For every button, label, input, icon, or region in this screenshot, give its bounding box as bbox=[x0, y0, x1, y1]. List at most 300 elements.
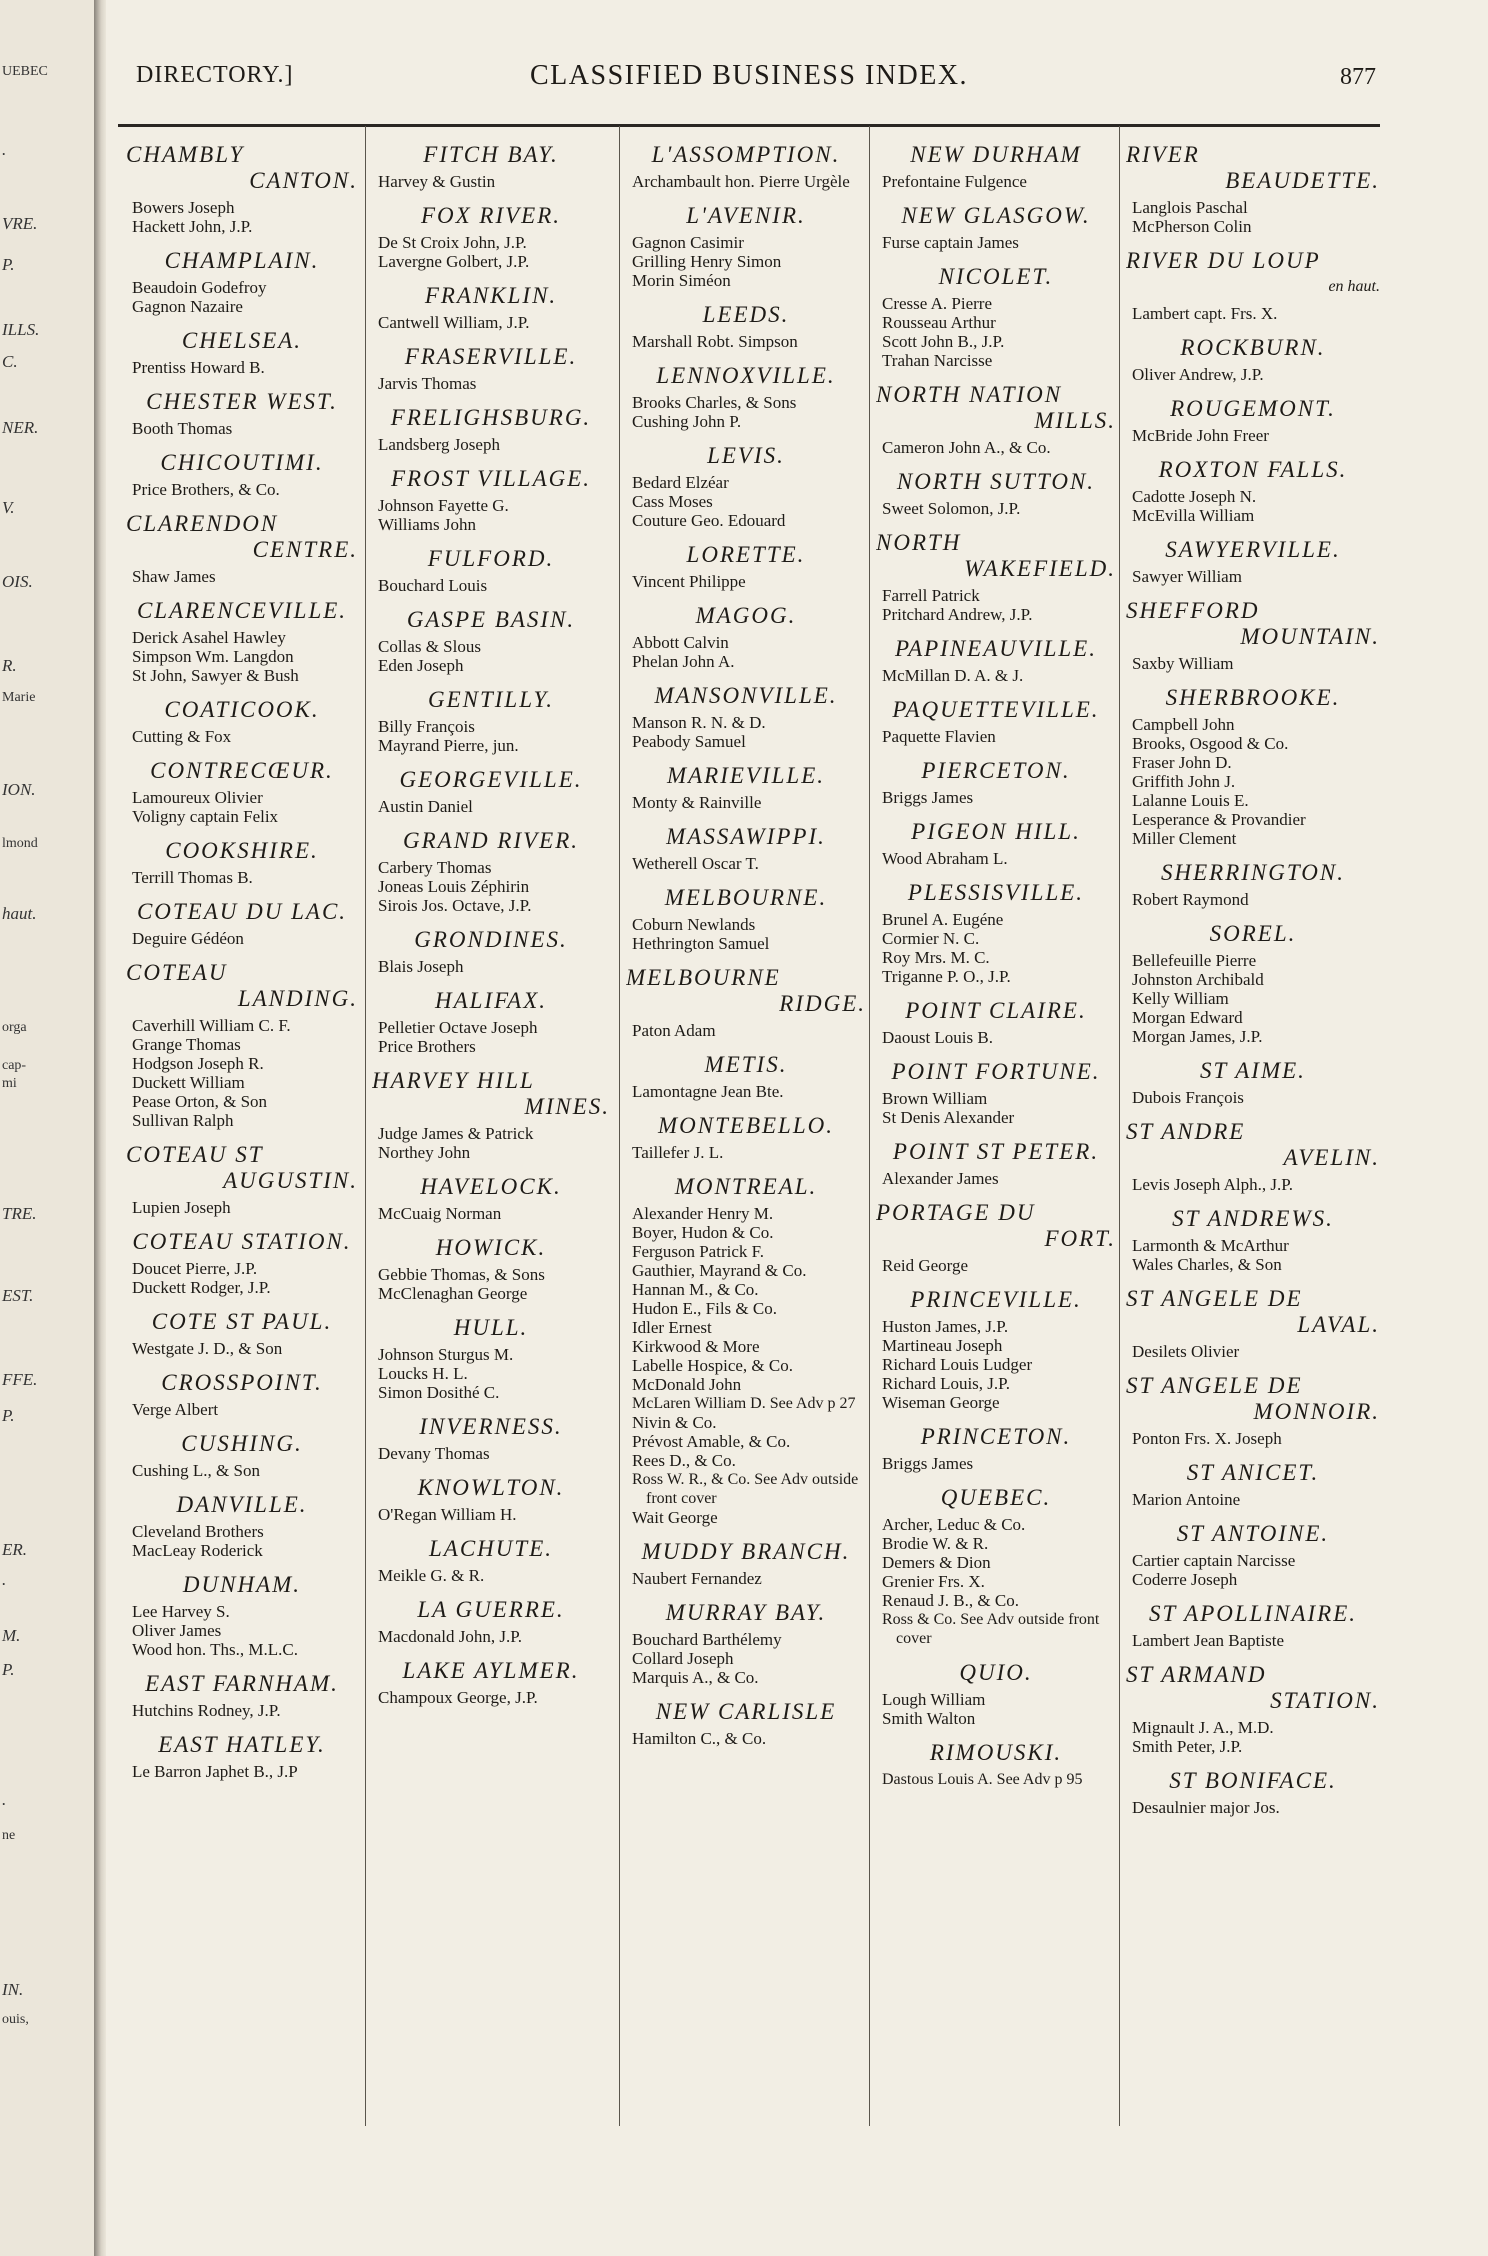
place-section bbox=[126, 248, 358, 316]
business-entry: Lupien Joseph bbox=[132, 1198, 231, 1217]
facing-page-fragment: mi bbox=[2, 1076, 17, 1091]
place-name: EAST FARNHAM. bbox=[145, 1671, 339, 1696]
place-name: HOWICK. bbox=[435, 1235, 547, 1260]
business-entry: Labelle Hospice, & Co. bbox=[632, 1356, 793, 1375]
business-entry: Griffith John J. bbox=[1132, 772, 1236, 791]
place-heading bbox=[626, 763, 866, 789]
place-name: en haut. bbox=[1328, 278, 1380, 295]
business-entry: Archer, Leduc & Co. bbox=[882, 1515, 1026, 1534]
business-entry: Wait George bbox=[632, 1508, 718, 1527]
business-list bbox=[882, 788, 1116, 807]
place-name: MONNOIR. bbox=[1253, 1399, 1380, 1424]
place-heading bbox=[126, 1370, 358, 1396]
place-name: SHEFFORD bbox=[1126, 598, 1260, 623]
business-list bbox=[378, 313, 610, 332]
place-heading bbox=[1126, 1286, 1380, 1338]
place-name: ST AIME. bbox=[1200, 1058, 1306, 1083]
business-list bbox=[882, 1169, 1116, 1188]
place-name: MASSAWIPPI. bbox=[666, 824, 826, 849]
place-section bbox=[126, 142, 358, 236]
business-list bbox=[132, 1461, 358, 1480]
place-section bbox=[626, 363, 866, 431]
business-entry: Hutchins Rodney, J.P. bbox=[132, 1701, 281, 1720]
place-heading bbox=[1126, 860, 1380, 886]
business-entry: Gauthier, Mayrand & Co. bbox=[632, 1261, 807, 1280]
business-list bbox=[632, 1082, 866, 1101]
place-name: FRASERVILLE. bbox=[404, 344, 578, 369]
business-entry: Wood Abraham L. bbox=[882, 849, 1008, 868]
place-name: STATION. bbox=[1270, 1688, 1380, 1713]
place-heading bbox=[372, 1536, 610, 1562]
facing-page-fragment: VRE. bbox=[2, 214, 38, 233]
column-divider bbox=[869, 126, 870, 2126]
place-heading bbox=[126, 758, 358, 784]
place-name: LAVAL. bbox=[1297, 1312, 1380, 1337]
place-name: RIMOUSKI. bbox=[929, 1740, 1063, 1765]
business-list bbox=[632, 473, 866, 530]
place-heading bbox=[126, 328, 358, 354]
place-name: PIGEON HILL. bbox=[911, 819, 1081, 844]
book-spine-shadow bbox=[94, 0, 106, 2256]
place-heading bbox=[372, 142, 610, 168]
place-name: DUNHAM. bbox=[182, 1572, 302, 1597]
business-entry: Peabody Samuel bbox=[632, 732, 746, 751]
business-entry: Duckett Rodger, J.P. bbox=[132, 1278, 271, 1297]
business-entry: Cresse A. Pierre bbox=[882, 294, 993, 313]
business-list bbox=[632, 1569, 866, 1588]
business-entry: Eden Joseph bbox=[378, 656, 464, 675]
business-entry: Monty & Rainville bbox=[632, 793, 762, 812]
index-column-1 bbox=[126, 130, 358, 1781]
business-entry: Lee Harvey S. bbox=[132, 1602, 230, 1621]
place-name: RIDGE. bbox=[779, 991, 866, 1016]
place-heading bbox=[126, 697, 358, 723]
place-section bbox=[626, 1699, 866, 1748]
column-divider bbox=[619, 126, 620, 2126]
place-name: ROXTON FALLS. bbox=[1158, 457, 1348, 482]
place-name: GRONDINES. bbox=[414, 927, 568, 952]
business-list bbox=[882, 1317, 1116, 1412]
place-name: NEW GLASGOW. bbox=[901, 203, 1091, 228]
place-name: FRANKLIN. bbox=[424, 283, 558, 308]
place-name: COTEAU DU LAC. bbox=[136, 899, 348, 924]
business-entry: Grilling Henry Simon bbox=[632, 252, 782, 271]
business-entry: Duckett William bbox=[132, 1073, 245, 1092]
business-entry: Mignault J. A., M.D. bbox=[1132, 1718, 1274, 1737]
business-entry: O'Regan William H. bbox=[378, 1505, 517, 1524]
place-heading bbox=[372, 687, 610, 713]
place-heading bbox=[126, 899, 358, 925]
place-heading bbox=[876, 819, 1116, 845]
place-heading bbox=[372, 546, 610, 572]
business-list bbox=[378, 858, 610, 915]
business-entry: Triganne P. O., J.P. bbox=[882, 967, 1011, 986]
business-list bbox=[632, 1729, 866, 1748]
place-heading bbox=[1126, 1521, 1380, 1547]
business-entry: Cushing John P. bbox=[632, 412, 742, 431]
business-list bbox=[378, 1345, 610, 1402]
place-section bbox=[1126, 1460, 1380, 1509]
place-name: PAPINEAUVILLE. bbox=[895, 636, 1097, 661]
place-name: GENTILLY. bbox=[427, 687, 554, 712]
business-entry: Doucet Pierre, J.P. bbox=[132, 1259, 258, 1278]
place-name: QUIO. bbox=[959, 1660, 1033, 1685]
business-list bbox=[882, 438, 1116, 457]
place-section bbox=[1126, 1119, 1380, 1194]
place-section bbox=[876, 1660, 1116, 1728]
place-heading bbox=[126, 248, 358, 274]
place-section bbox=[1126, 142, 1380, 236]
place-section bbox=[626, 1174, 866, 1527]
place-name: HARVEY HILL bbox=[372, 1068, 535, 1093]
place-heading bbox=[876, 469, 1116, 495]
place-name: SOREL. bbox=[1209, 921, 1297, 946]
place-heading bbox=[372, 607, 610, 633]
place-name: NEW CARLISLE bbox=[655, 1699, 837, 1724]
place-heading bbox=[126, 142, 358, 194]
place-name: NORTH NATION bbox=[876, 382, 1063, 407]
business-entry: Desilets Olivier bbox=[1132, 1342, 1240, 1361]
business-entry: Landsberg Joseph bbox=[378, 435, 500, 454]
page-number: 877 bbox=[1340, 64, 1376, 90]
place-name: MOUNTAIN. bbox=[1240, 624, 1380, 649]
business-list bbox=[132, 1762, 358, 1781]
place-heading bbox=[1126, 1601, 1380, 1627]
place-section bbox=[626, 1052, 866, 1101]
business-list bbox=[132, 198, 358, 236]
business-entry: Lamontagne Jean Bte. bbox=[632, 1082, 784, 1101]
business-list bbox=[378, 957, 610, 976]
business-list bbox=[882, 1515, 1116, 1648]
place-name: SHERRINGTON. bbox=[1161, 860, 1345, 885]
place-heading bbox=[126, 1492, 358, 1518]
business-entry: Northey John bbox=[378, 1143, 471, 1162]
business-entry: De St Croix John, J.P. bbox=[378, 233, 527, 252]
business-entry: Reid George bbox=[882, 1256, 969, 1275]
place-heading bbox=[1126, 1373, 1380, 1425]
place-heading bbox=[876, 1287, 1116, 1313]
business-list bbox=[1132, 890, 1380, 909]
place-section bbox=[372, 405, 610, 454]
place-name: LACHUTE. bbox=[429, 1536, 553, 1561]
business-entry: Abbott Calvin bbox=[632, 633, 729, 652]
business-list bbox=[132, 419, 358, 438]
place-name: L'AVENIR. bbox=[686, 203, 806, 228]
place-heading bbox=[876, 636, 1116, 662]
business-list bbox=[132, 480, 358, 499]
business-list bbox=[632, 572, 866, 591]
place-section bbox=[126, 511, 358, 586]
place-name: COOKSHIRE. bbox=[165, 838, 319, 863]
place-heading bbox=[372, 1315, 610, 1341]
place-heading bbox=[626, 885, 866, 911]
place-heading bbox=[876, 1485, 1116, 1511]
place-name: ST ANDREWS. bbox=[1172, 1206, 1334, 1231]
business-entry: Harvey & Gustin bbox=[378, 172, 496, 191]
business-entry: Simpson Wm. Langdon bbox=[132, 647, 294, 666]
business-list bbox=[1132, 1429, 1380, 1448]
business-entry: Roy Mrs. M. C. bbox=[882, 948, 990, 967]
place-heading bbox=[372, 767, 610, 793]
business-list bbox=[1132, 567, 1380, 586]
place-section bbox=[626, 443, 866, 530]
business-list bbox=[378, 374, 610, 393]
facing-page-fragment: FFE. bbox=[2, 1370, 38, 1389]
place-section bbox=[1126, 335, 1380, 384]
business-entry: Morgan James, J.P. bbox=[1132, 1027, 1263, 1046]
business-entry: McClenaghan George bbox=[378, 1284, 528, 1303]
business-entry: Alexander James bbox=[882, 1169, 999, 1188]
place-name: NORTH bbox=[876, 530, 962, 555]
business-entry: Alexander Henry M. bbox=[632, 1204, 774, 1223]
place-section bbox=[626, 302, 866, 351]
business-entry: Boyer, Hudon & Co. bbox=[632, 1223, 774, 1242]
running-head-directory: DIRECTORY.] bbox=[136, 62, 294, 88]
place-name: MAGOG. bbox=[695, 603, 797, 628]
place-section bbox=[126, 1492, 358, 1560]
business-entry: Huston James, J.P. bbox=[882, 1317, 1009, 1336]
business-list bbox=[632, 793, 866, 812]
business-entry: St Denis Alexander bbox=[882, 1108, 1015, 1127]
place-heading bbox=[626, 1113, 866, 1139]
business-list bbox=[1132, 1088, 1380, 1107]
place-heading bbox=[876, 998, 1116, 1024]
business-list bbox=[882, 1454, 1116, 1473]
place-name: CHESTER WEST. bbox=[146, 389, 338, 414]
business-entry: Cartier captain Narcisse bbox=[1132, 1551, 1296, 1570]
place-section bbox=[126, 1732, 358, 1781]
place-section bbox=[876, 758, 1116, 807]
business-entry: Morgan Edward bbox=[1132, 1008, 1243, 1027]
place-name: FROST VILLAGE. bbox=[390, 466, 592, 491]
place-section bbox=[876, 697, 1116, 746]
business-entry: Daoust Louis B. bbox=[882, 1028, 993, 1047]
business-entry: Carbery Thomas bbox=[378, 858, 492, 877]
business-list bbox=[1132, 654, 1380, 673]
place-heading bbox=[1126, 1058, 1380, 1084]
business-entry: Ross & Co. See Adv outside front cover bbox=[882, 1611, 1100, 1647]
business-entry: Terrill Thomas B. bbox=[132, 868, 253, 887]
place-name: ST ANTOINE. bbox=[1176, 1521, 1330, 1546]
place-section bbox=[626, 683, 866, 751]
place-name: LEVIS. bbox=[707, 443, 785, 468]
business-list bbox=[132, 868, 358, 887]
place-heading bbox=[126, 960, 358, 1012]
facing-page-fragment: OIS. bbox=[2, 572, 33, 591]
column-divider bbox=[1119, 126, 1120, 2126]
business-entry: Gebbie Thomas, & Sons bbox=[378, 1265, 545, 1284]
place-heading bbox=[1126, 537, 1380, 563]
place-heading bbox=[126, 1309, 358, 1335]
business-entry: Gagnon Casimir bbox=[632, 233, 744, 252]
place-heading bbox=[626, 302, 866, 328]
business-entry: Coderre Joseph bbox=[1132, 1570, 1238, 1589]
business-entry: Grange Thomas bbox=[132, 1035, 241, 1054]
place-name: QUEBEC. bbox=[940, 1485, 1052, 1510]
business-entry: Cormier N. C. bbox=[882, 929, 980, 948]
place-name: COATICOOK. bbox=[164, 697, 320, 722]
place-name: CLARENDON bbox=[126, 511, 279, 536]
business-list bbox=[132, 727, 358, 746]
place-section bbox=[1126, 1662, 1380, 1756]
place-name: CHAMPLAIN. bbox=[164, 248, 320, 273]
place-section bbox=[372, 1315, 610, 1402]
business-entry: Ross W. R., & Co. See Adv outside front cover bbox=[632, 1471, 859, 1507]
place-heading bbox=[626, 603, 866, 629]
business-list bbox=[378, 717, 610, 755]
place-heading bbox=[1126, 685, 1380, 711]
business-list bbox=[132, 788, 358, 826]
business-entry: Sweet Solomon, J.P. bbox=[882, 499, 1021, 518]
business-entry: Kirkwood & More bbox=[632, 1337, 760, 1356]
place-heading bbox=[1126, 598, 1380, 650]
business-entry: Robert Raymond bbox=[1132, 890, 1249, 909]
business-entry: Brunel A. Eugéne bbox=[882, 910, 1004, 929]
place-section bbox=[876, 1485, 1116, 1648]
business-entry: McBride John Freer bbox=[1132, 426, 1269, 445]
place-section bbox=[876, 1200, 1116, 1275]
place-heading bbox=[1126, 1206, 1380, 1232]
index-column-4 bbox=[876, 130, 1116, 1789]
facing-page-fragment: EST. bbox=[2, 1286, 34, 1305]
place-section bbox=[1126, 1286, 1380, 1361]
business-entry: Austin Daniel bbox=[378, 797, 473, 816]
business-entry: Macdonald John, J.P. bbox=[378, 1627, 523, 1646]
business-list bbox=[882, 666, 1116, 685]
business-list bbox=[882, 172, 1116, 191]
place-name: MONTREAL. bbox=[674, 1174, 818, 1199]
business-entry: Sullivan Ralph bbox=[132, 1111, 234, 1130]
place-name: FRELIGHSBURG. bbox=[390, 405, 592, 430]
place-heading bbox=[626, 443, 866, 469]
business-list bbox=[378, 1124, 610, 1162]
business-entry: Rees D., & Co. bbox=[632, 1451, 736, 1470]
place-section bbox=[876, 880, 1116, 986]
facing-page-fragment: R. bbox=[2, 656, 17, 675]
business-list bbox=[882, 910, 1116, 986]
business-entry: Ferguson Patrick F. bbox=[632, 1242, 764, 1261]
place-section bbox=[372, 203, 610, 271]
place-heading bbox=[1126, 1662, 1380, 1714]
place-name: PORTAGE DU bbox=[876, 1200, 1036, 1225]
place-name: GEORGEVILLE. bbox=[399, 767, 583, 792]
business-list bbox=[378, 496, 610, 534]
place-heading bbox=[372, 1414, 610, 1440]
business-entry: Hamilton C., & Co. bbox=[632, 1729, 767, 1748]
facing-page-fragment: NER. bbox=[2, 418, 39, 437]
place-name: WAKEFIELD. bbox=[964, 556, 1116, 581]
place-heading bbox=[126, 1431, 358, 1457]
place-name: MELBOURNE. bbox=[664, 885, 828, 910]
place-name: CONTRECŒUR. bbox=[150, 758, 334, 783]
place-heading bbox=[876, 697, 1116, 723]
business-list bbox=[132, 1522, 358, 1560]
business-list bbox=[632, 233, 866, 290]
place-heading bbox=[372, 988, 610, 1014]
business-entry: Dastous Louis A. See Adv p 95 bbox=[882, 1771, 1083, 1788]
place-name: ST ARMAND bbox=[1126, 1662, 1267, 1687]
place-section bbox=[1126, 1601, 1380, 1650]
facing-page-edge bbox=[0, 0, 94, 2256]
business-entry: Cleveland Brothers bbox=[132, 1522, 264, 1541]
business-entry: McLaren William D. See Adv p 27 bbox=[632, 1395, 856, 1412]
business-list bbox=[1132, 304, 1380, 323]
business-entry: Smith Walton bbox=[882, 1709, 976, 1728]
business-entry: Voligny captain Felix bbox=[132, 807, 279, 826]
business-entry: Booth Thomas bbox=[132, 419, 233, 438]
business-list bbox=[378, 1265, 610, 1303]
place-heading bbox=[626, 203, 866, 229]
business-entry: Devany Thomas bbox=[378, 1444, 490, 1463]
business-entry: Johnson Sturgus M. bbox=[378, 1345, 514, 1364]
place-name: LORETTE. bbox=[686, 542, 806, 567]
business-entry: Mayrand Pierre, jun. bbox=[378, 736, 519, 755]
business-entry: Simon Dosithé C. bbox=[378, 1383, 500, 1402]
place-name: POINT CLAIRE. bbox=[905, 998, 1087, 1023]
place-section bbox=[372, 1414, 610, 1463]
business-entry: Bowers Joseph bbox=[132, 198, 235, 217]
business-list bbox=[132, 278, 358, 316]
business-entry: Martineau Joseph bbox=[882, 1336, 1003, 1355]
business-entry: Cutting & Fox bbox=[132, 727, 232, 746]
business-list bbox=[132, 1602, 358, 1659]
business-entry: Collard Joseph bbox=[632, 1649, 734, 1668]
place-name: LA GUERRE. bbox=[417, 1597, 565, 1622]
place-section bbox=[126, 1370, 358, 1419]
place-name: HALIFAX. bbox=[434, 988, 548, 1013]
facing-page-fragment: ne bbox=[2, 1828, 16, 1843]
business-entry: Kelly William bbox=[1132, 989, 1229, 1008]
business-entry: Le Barron Japhet B., J.P bbox=[132, 1762, 298, 1781]
place-name: INVERNESS. bbox=[419, 1414, 563, 1439]
business-entry: McPherson Colin bbox=[1132, 217, 1252, 236]
business-entry: Hannan M., & Co. bbox=[632, 1280, 759, 1299]
place-section bbox=[126, 450, 358, 499]
place-heading bbox=[876, 530, 1116, 582]
place-section bbox=[372, 1597, 610, 1646]
place-name: MINES. bbox=[524, 1094, 610, 1119]
place-name: CHAMBLY bbox=[126, 142, 245, 167]
place-heading bbox=[1126, 921, 1380, 947]
place-section bbox=[372, 283, 610, 332]
business-entry: Judge James & Patrick bbox=[378, 1124, 534, 1143]
business-list bbox=[378, 172, 610, 191]
place-heading bbox=[1126, 1460, 1380, 1486]
place-section bbox=[126, 899, 358, 948]
place-heading bbox=[626, 542, 866, 568]
place-name: SHERBROOKE. bbox=[1165, 685, 1341, 710]
place-section bbox=[372, 1174, 610, 1223]
place-heading bbox=[126, 1732, 358, 1758]
business-entry: Bouchard Barthélemy bbox=[632, 1630, 782, 1649]
business-entry: Cass Moses bbox=[632, 492, 713, 511]
place-section bbox=[1126, 1373, 1380, 1448]
business-list bbox=[1132, 1342, 1380, 1361]
place-section bbox=[372, 344, 610, 393]
place-name: CANTON. bbox=[249, 168, 358, 193]
business-list bbox=[132, 1198, 358, 1217]
business-list bbox=[132, 929, 358, 948]
place-heading bbox=[372, 344, 610, 370]
business-entry: Lamoureux Olivier bbox=[132, 788, 263, 807]
place-section bbox=[1126, 1206, 1380, 1274]
business-entry: Pritchard Andrew, J.P. bbox=[882, 605, 1033, 624]
business-entry: Prefontaine Fulgence bbox=[882, 172, 1027, 191]
place-name: POINT FORTUNE. bbox=[891, 1059, 1101, 1084]
column-divider bbox=[365, 126, 366, 2126]
place-name: ST BONIFACE. bbox=[1169, 1768, 1337, 1793]
business-list bbox=[632, 1630, 866, 1687]
